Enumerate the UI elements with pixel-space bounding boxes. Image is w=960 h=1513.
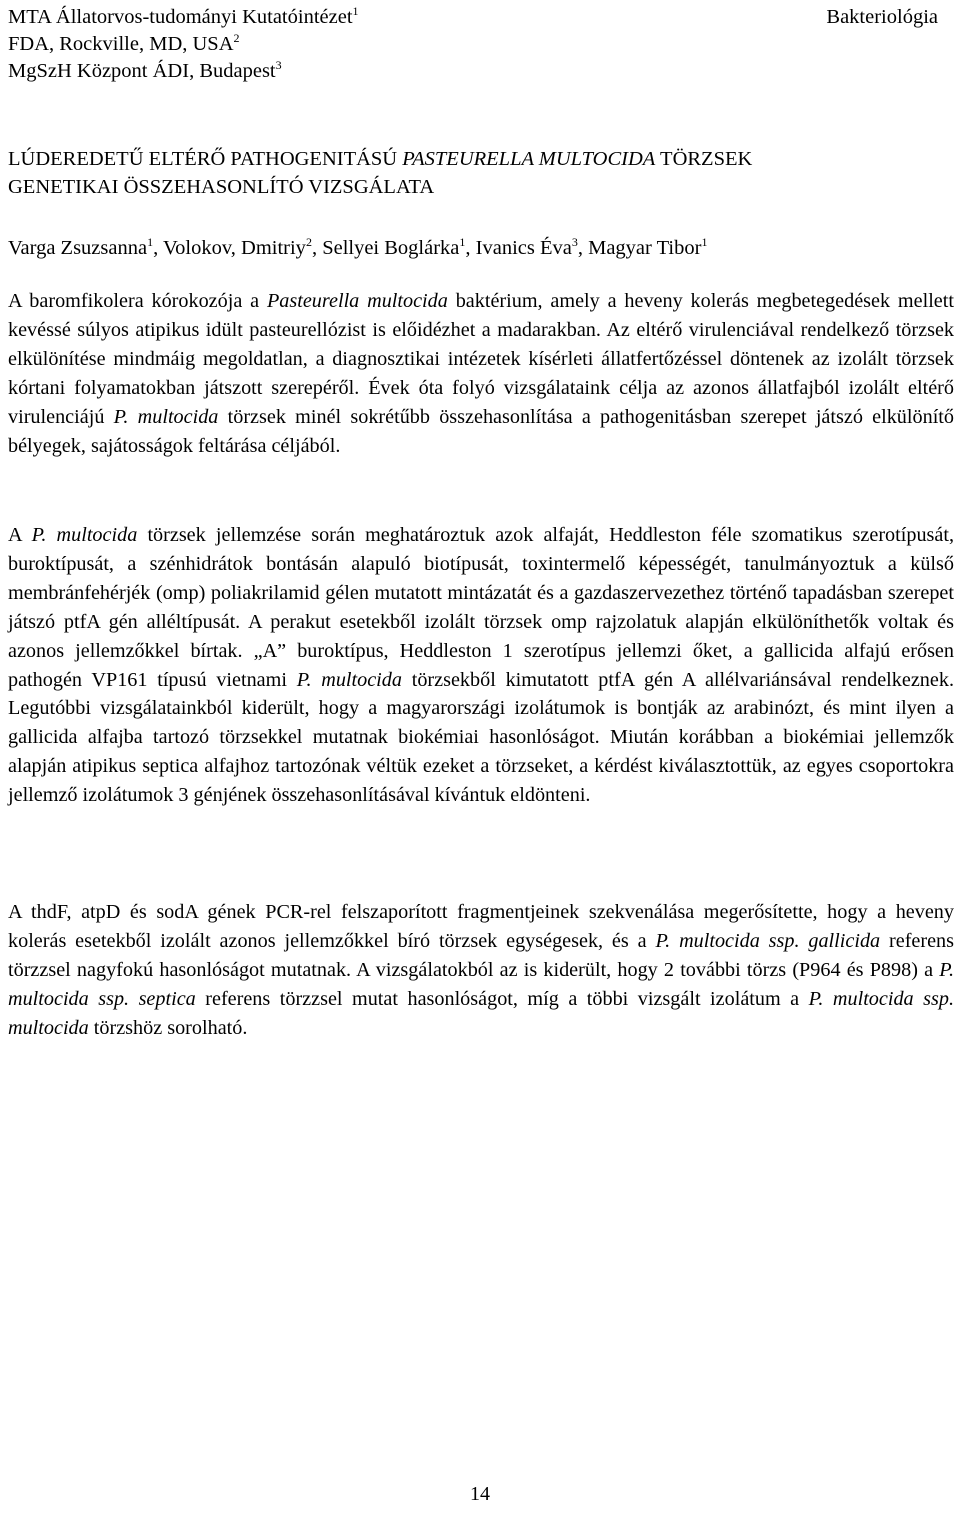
affiliation-1: MTA Állatorvos-tudományi Kutatóintézet$^1$	[8, 4, 359, 28]
paragraph-1: A baromfikolera kórokozója a Pasteurella multocida baktérium, amely a heveny kolerás megbetegedések mellett kevéssé súlyos atipikus idült pasteurellózist is előidézhet a madarakban. Az eltérő virulenciával rendelkező törzsek elkülönítése mindmáig megoldatlan, a diagnosztikai intézetek kísérleti állatfertőzéssel döntenek az izolált törzsek kórtani folyamatokban játszott szerepéről. Évek óta folyó vizsgálataink célja az azonos állatfajból izolált eltérő virulenciájú P. multocida törzsek minél sokrétűbb összehasonlítása a pathogenitásban szerepet játszó elkülönítő bélyegek, sajátosságok feltárása céljából.	[8, 290, 955, 457]
author: Varga Zsuzsanna	[8, 237, 148, 259]
author: Volokov, Dmitriy	[162, 237, 306, 259]
page-number: 14	[470, 1483, 490, 1505]
section-label: Bakteriológia	[826, 6, 938, 28]
affiliations	[8, 4, 359, 85]
affiliation-3: MgSzH Központ ÁDI, Budapest$^3$	[8, 58, 282, 82]
title-line-1: LÚDEREDETŰ ELTÉRŐ PATHOGENITÁSÚ PASTEURELLA MULTOCIDA TÖRZSEK	[8, 148, 753, 170]
affiliation-2: FDA, Rockville, MD, USA$^2$	[8, 31, 240, 55]
author: Ivanics Éva	[475, 237, 572, 259]
title-line-2: GENETIKAI ÖSSZEHASONLÍTÓ VIZSGÁLATA	[8, 176, 435, 198]
author: Magyar Tibor	[588, 237, 702, 259]
article-title	[8, 145, 752, 201]
author-list: Varga Zsuzsanna$^1$, Volokov, Dmitriy$^2$, Sellyei Boglárka$^1$, Ivanics Éva$^3$, Magyar Tibor$^1$	[8, 235, 708, 259]
author: Sellyei Boglárka	[322, 237, 460, 259]
paragraph-2: A P. multocida törzsek jellemzése során meghatároztuk azok alfaját, Heddleston féle szomatikus szerotípusát, buroktípusát, a szénhidrátok bontásán alapuló biotípusát, toxintermelő képességét, tanulmányoztuk a külső membránfehérjék (omp) poliakrilamid gélen mutatott mintázatát és a gazdaszervezethez történő tapadásban szerepet játszó ptfA gén alléltípusát. A perakut esetekből izolált törzsek omp rajzolatuk alapján elkülöníthetők voltak és azonos jellemzőkkel bírtak. „A” buroktípus, Heddleston 1 szerotípus jellemzi őket, a gallicida alfajú erősen pathogén VP161 típusú vietnami P. multocida törzsekből kimutatott ptfA gén A allélvariánsával rendelkeznek. Legutóbbi vizsgálatainkból kiderült, hogy a magyarországi izolátumok is bontják az arabinózt, és mint ilyen a gallicida alfajba tartozó törzsekkel mutatnak biokémiai hasonlóságot. Miután korábban a biokémiai jellemzők alapján atipikus septica alfajhoz tartozónak véltük ezeket a törzseket, a kérdést kiválasztottük, az egyes csoportokra jellemző izolátumok 3 génjének összehasonlításával kívántuk eldönteni.	[8, 524, 955, 807]
paragraph-3: A thdF, atpD és sodA gének PCR-rel felszaporított fragmentjeinek szekvenálása megerősítette, hogy a heveny kolerás esetekből izolált azonos jellemzőkkel bíró törzsek egységesek, és a P. multocida ssp. gallicida referens törzzsel nagyfokú hasonlóságot mutatnak. A vizsgálatokból az is kiderült, hogy 2 további törzs (P964 és P898) a P. multocida ssp. septica referens törzzsel mutat hasonlóságot, míg a többi vizsgált izolátum a P. multocida ssp. multocida törzshöz sorolható.	[8, 901, 955, 1039]
